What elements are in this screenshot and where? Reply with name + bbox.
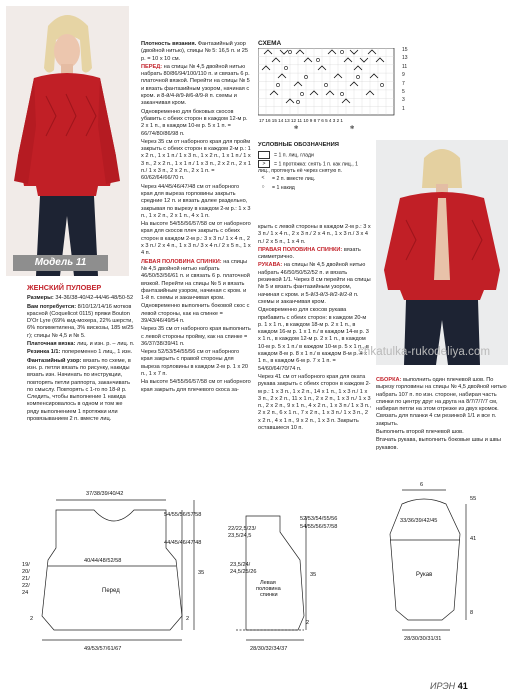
svg-text:20/: 20/ [22,569,30,575]
needs-label: Вам потребуется: [27,303,77,310]
svg-text:6: 6 [420,482,424,488]
svg-text:✻: ✻ [294,125,299,130]
svg-text:24,5/25/26: 24,5/25/26 [230,569,257,575]
assembly-text: выполнить один плечевой шов. По вырезу горловины на спицы № 4,5 двойной нитью набрать 107 п. по изн. стороне, набирая часть спинки по центру друг на друга на 8/7/7/7/7 см, набирая петли на этом отрезке из двух кромок. Связать для планки 4 см резинкой 1/1 и все п. закрыть. [376,377,507,427]
chart-row-numbers: 15 13 11 9 7 5 3 1 [402,47,408,112]
left-back-text: на спицы № 4,5 двойной нитью набрать 46/50/53/56/61 п. и связать 6 р. платочной вязкой. Перейти на спицы № 5 и вязать фантазийным узором, начиная с кром. и 1-й п. схемы и заканчивая кром. [141,258,250,302]
svg-text:✻: ✻ [350,125,355,130]
back-p8: На высоте 54/55/56/57/58 см от наборного края закрыть для плечевого скоса за- [141,379,251,393]
svg-text:22/: 22/ [22,583,30,589]
right-back-text: вязать симметрично. [258,246,361,261]
front-p4: На высоте 54/55/56/57/58 см от наборного края для скосов плеч закрыть с обеих сторон в каждом 2-м р.: 3 х 3 п./ 1 х 4 п., 2 х 3 п./ 2 х 4 п., 1 х 3 п./ 3 х 4 п./ 2 х 5 п., 1 х 4 п. [141,221,251,257]
front-h35: 35 [198,570,205,576]
svg-text:52/53/54/55/56: 52/53/54/55/56 [300,516,338,522]
svg-text:28/30/30/31/31: 28/30/30/31/31 [404,636,442,642]
svg-text:23,5/24,5: 23,5/24,5 [228,533,252,539]
sizes-label: Размеры: [27,295,54,302]
page-number: 41 [457,681,468,691]
back-p7: Через 52/53/54/55/56 см от наборного края закрыть с правой стороны для выреза горловины в каждом 2-м р. 1 х 20 п., 1 х 7 п. [141,349,249,378]
svg-text:19/: 19/ [22,562,30,568]
page-footer [430,681,468,691]
stitch3-label: Фантазийный узор: [27,357,82,364]
legend-item-slip: > = 1 протяжка: снять 1 п. как лиц., 1 лиц., протянуть её через снятую п. [258,161,358,174]
svg-text:35: 35 [310,572,317,578]
svg-text:24: 24 [22,590,29,596]
sizes-value: 34-36/38-40/42-44/46-48/50-52 [55,295,134,302]
svg-text:28/30/32/34/37: 28/30/32/34/37 [250,646,288,652]
yarnover-symbol-icon: ○ [261,184,265,191]
article-title: ЖЕНСКИЙ ПУЛОВЕР [27,283,102,292]
density-label: Плотность вязания. [141,41,197,47]
front-p1: Одновременно для боковых скосов убавить с обеих сторон в каждом 12-м р. 2 х 1 п., в каждом 10-м р. 5 х 1 п. = 66/74/80/86/98 п. [141,108,248,137]
right-back-label: ПРАВАЯ ПОЛОВИНА СПИНКИ: [258,246,343,253]
svg-text:2: 2 [186,616,190,622]
stitch3-text: вязать по схеме, в изн. р. петли вязать по рисунку, накиды вязать изн. Начинать по инструкции, повторять петли раппорта, заканчивать по смыслу. Повторять с 1-го по 18-й р. Следить, чтобы выполнение 1 накида компенсировалось в одном и том же ряду выполнением 1 протяжки или провязыванием 2 п. вместе лиц. [27,357,131,423]
front-neck-dim: 54/55/56/57/58 [164,512,202,518]
svg-text:Левая: Левая [260,580,276,586]
col3-p1: крыть с левой стороны в каждом 2-м р.: 3 х 3 п./ 1 х 4 п., 2 х 3 п./ 2 х 4 п., 1 х 3 п./ 3 х 4 п./ 2 х 5 п., 1 х 4 п. [258,224,371,245]
knitting-chart [258,48,406,130]
needs-text: 8/10/12/14/16 мотков красной (Coquelicot 0115) пряжи Bouton D'Or Lyre (69% кид-мохера, 22% шерсти, 6% полиметилена, 3% вискозы, 185 м/25 г); спицы № 4,5 и № 5. [27,303,134,339]
front-mid-dim: 40/44/48/52/58 [84,558,122,564]
density-text: Фантазийный узор (двойной нитью), спицы № 5: 16,5 п. и 25 р. = 10 х 10 см. [141,41,248,62]
assembly-text-2: Выполнить второй плечевой шов. [376,429,464,436]
legend [258,142,370,193]
front-text: на спицы № 4,5 двойной нитью набрать 80/86/94/100/110 п. и связать 6 р. платочной вязкой. Перейти на спицы № 5 и вязать фантазийным узором, начиная с кром. и 8-й/4-й/9-й/6-й/9-й п. схемы и заканчивая кром. [141,63,250,107]
col3-p2: Одновременно для скосов рукава прибавить с обеих сторон: в каждом 20-м р. 1 х 1 п., в каждом 18-м р. 2 х 1 п., в каждом 16-м р. 1 х 1 п./ в каждом 14-м р. 3 х 1 п., в каждом 12-м р. 2 х 1 п., в каждом 10-м р. 5 х 1 п./ в каждом 10-м р. 5 х 1 п., в каждом 8-м р. 8 х 1 п./ в каждом 8-м р. 4 х 1 п., в каждом 6-м р. 7 х 1 п. = 54/60/64/70/74 п. [258,307,369,372]
svg-text:33/36/39/42/45: 33/36/39/42/45 [400,518,438,524]
front-label: ПЕРЕД: [141,63,163,70]
svg-text:23,5/24/: 23,5/24/ [230,562,251,568]
legend-item-yo: ○ = 1 накид [258,184,370,193]
svg-text:спинки: спинки [260,592,278,598]
front-p3: Через 44/45/46/47/48 см от наборного края для выреза горловины закрыть средние 12 п. и вязать далее раздельно, закрывая по вырезу в каждом 2-м р.: 1 х 3 п., 1 х 2 п., 2 х 1 п., 4 х 1 п. [141,183,251,219]
front-pattern-outline [42,510,182,630]
svg-text:21/: 21/ [22,576,30,582]
back-p5: Одновременно выполнить боковой скос с левой стороны, как на спинке = 39/43/46/49/54 п. [141,303,250,324]
legend-title: УСЛОВНЫЕ ОБОЗНАЧЕНИЯ [258,142,339,148]
svg-text:54/55/56/57/58: 54/55/56/57/58 [300,524,338,530]
front-instructions-column [141,41,252,395]
left-back-label: ЛЕВАЯ ПОЛОВИНА СПИНКИ: [141,258,222,265]
stitch1-label: Платочная вязка: [27,341,76,348]
magazine-name: ИРЭН [430,681,456,691]
sleeve-instructions-column [258,224,371,433]
svg-text:2: 2 [306,620,310,626]
slip-symbol-icon: > [258,160,270,168]
front-armhole-dim: 44/45/46/47/48 [164,540,202,546]
assembly-label: СБОРКА: [376,377,402,383]
front-p2: Через 35 см от наборного края для пройм закрыть с обеих сторон в каждом 2-м р.: 1 х 2 п., 1 х 1 п./ 1 х 3 п., 1 х 2 п., 1 х 1 п./ 1 х 3 п., 2 х 2 п., 1 х 1 п./ 1 х 3 п., 2 х 2 п., 2 х 1 п./ 1 х 3 п., 2 х 2 п., 2 х 1 п. = 60/62/64/66/70 п. [141,138,251,182]
assembly-column [376,377,508,453]
knit-symbol-icon [258,151,270,159]
svg-text:22/22,5/23/: 22/22,5/23/ [228,526,256,532]
svg-text:8: 8 [470,610,474,616]
model-photo-front [6,6,129,276]
model-photo-back [376,140,508,365]
svg-text:половина: половина [256,586,281,592]
svg-text:Рукав: Рукав [416,572,433,578]
svg-text:2: 2 [30,616,34,622]
stitch1-text: лиц. и изн. р. – лиц. п. [76,341,135,348]
watermark: shkatulka-rukodeliya.com [358,346,491,358]
legend-item-knit: = 1 п. лиц. глади [258,151,370,160]
back-p6: Через 35 см от наборного края выполнить с левой стороны пройму, как на спинке = 36/37/38/39/41 п. [141,326,251,347]
k2tog-symbol-icon: < [261,175,265,182]
front-top-dim: 37/38/39/40/42 [86,491,124,497]
model-label: Модель 11 [13,255,108,271]
article-column [27,284,135,424]
sleeves-label: РУКАВА: [258,262,283,269]
legend-item-k2tog: < = 2 п. вместе лиц. [258,175,370,184]
svg-text:41: 41 [470,536,477,542]
sleeves-text: на спицы № 4,5 двойной нитью набрать 46/50/50/52/52 п. и вязать резинкой 1/1. Через 8 см перейти на спицы № 5 и вязать фантазийным узором, начиная с кром. и 5-й/3-й/3-й/2-й/2-й п. схемы и заканчивая кром. [258,262,371,305]
svg-text:55: 55 [470,496,477,502]
stitch2-label: Резинка 1/1: [27,349,61,356]
front-label: Перед [102,588,120,594]
scheme-title: СХЕМА [258,40,282,47]
stitch2-text: попеременно 1 лиц., 1 изн. [61,349,133,356]
pattern-diagrams [14,480,514,680]
chart-column-numbers: 17 16 15 14 13 12 11 10 9 8 7 6 5 4 3 2 1 [259,118,343,123]
assembly-text-3: Втачать рукава, выполнить боковые швы и швы рукавов. [376,437,501,451]
front-bottom-dim: 49/53/57/61/67 [84,646,122,652]
col3-p3: Через 41 см от наборного края для оката рукава закрыть с обеих сторон в каждом 2-м р.: 1 х 3 п., 1 х 2 п., 14 х 1 п., 1 х 3 п./ 1 х 3 п., 2 х 2 п., 11 х 1 п., 2 х 2 п., 1 х 3 п./ 1 х 3 п., 2 х 2 п., 9 х 1 п., 4 х 2 п., 1 х 3 п./ 1 х 3 п., 2 х 2 п., 6 х 1 п., 7 х 2 п., 1 х 3 п./ 1 х 3 п., 2 х 2 п., 4 х 1 п., 9 х 2 п., 1 х 3 п. Закрыть оставшиеся 10 п. [258,373,372,432]
